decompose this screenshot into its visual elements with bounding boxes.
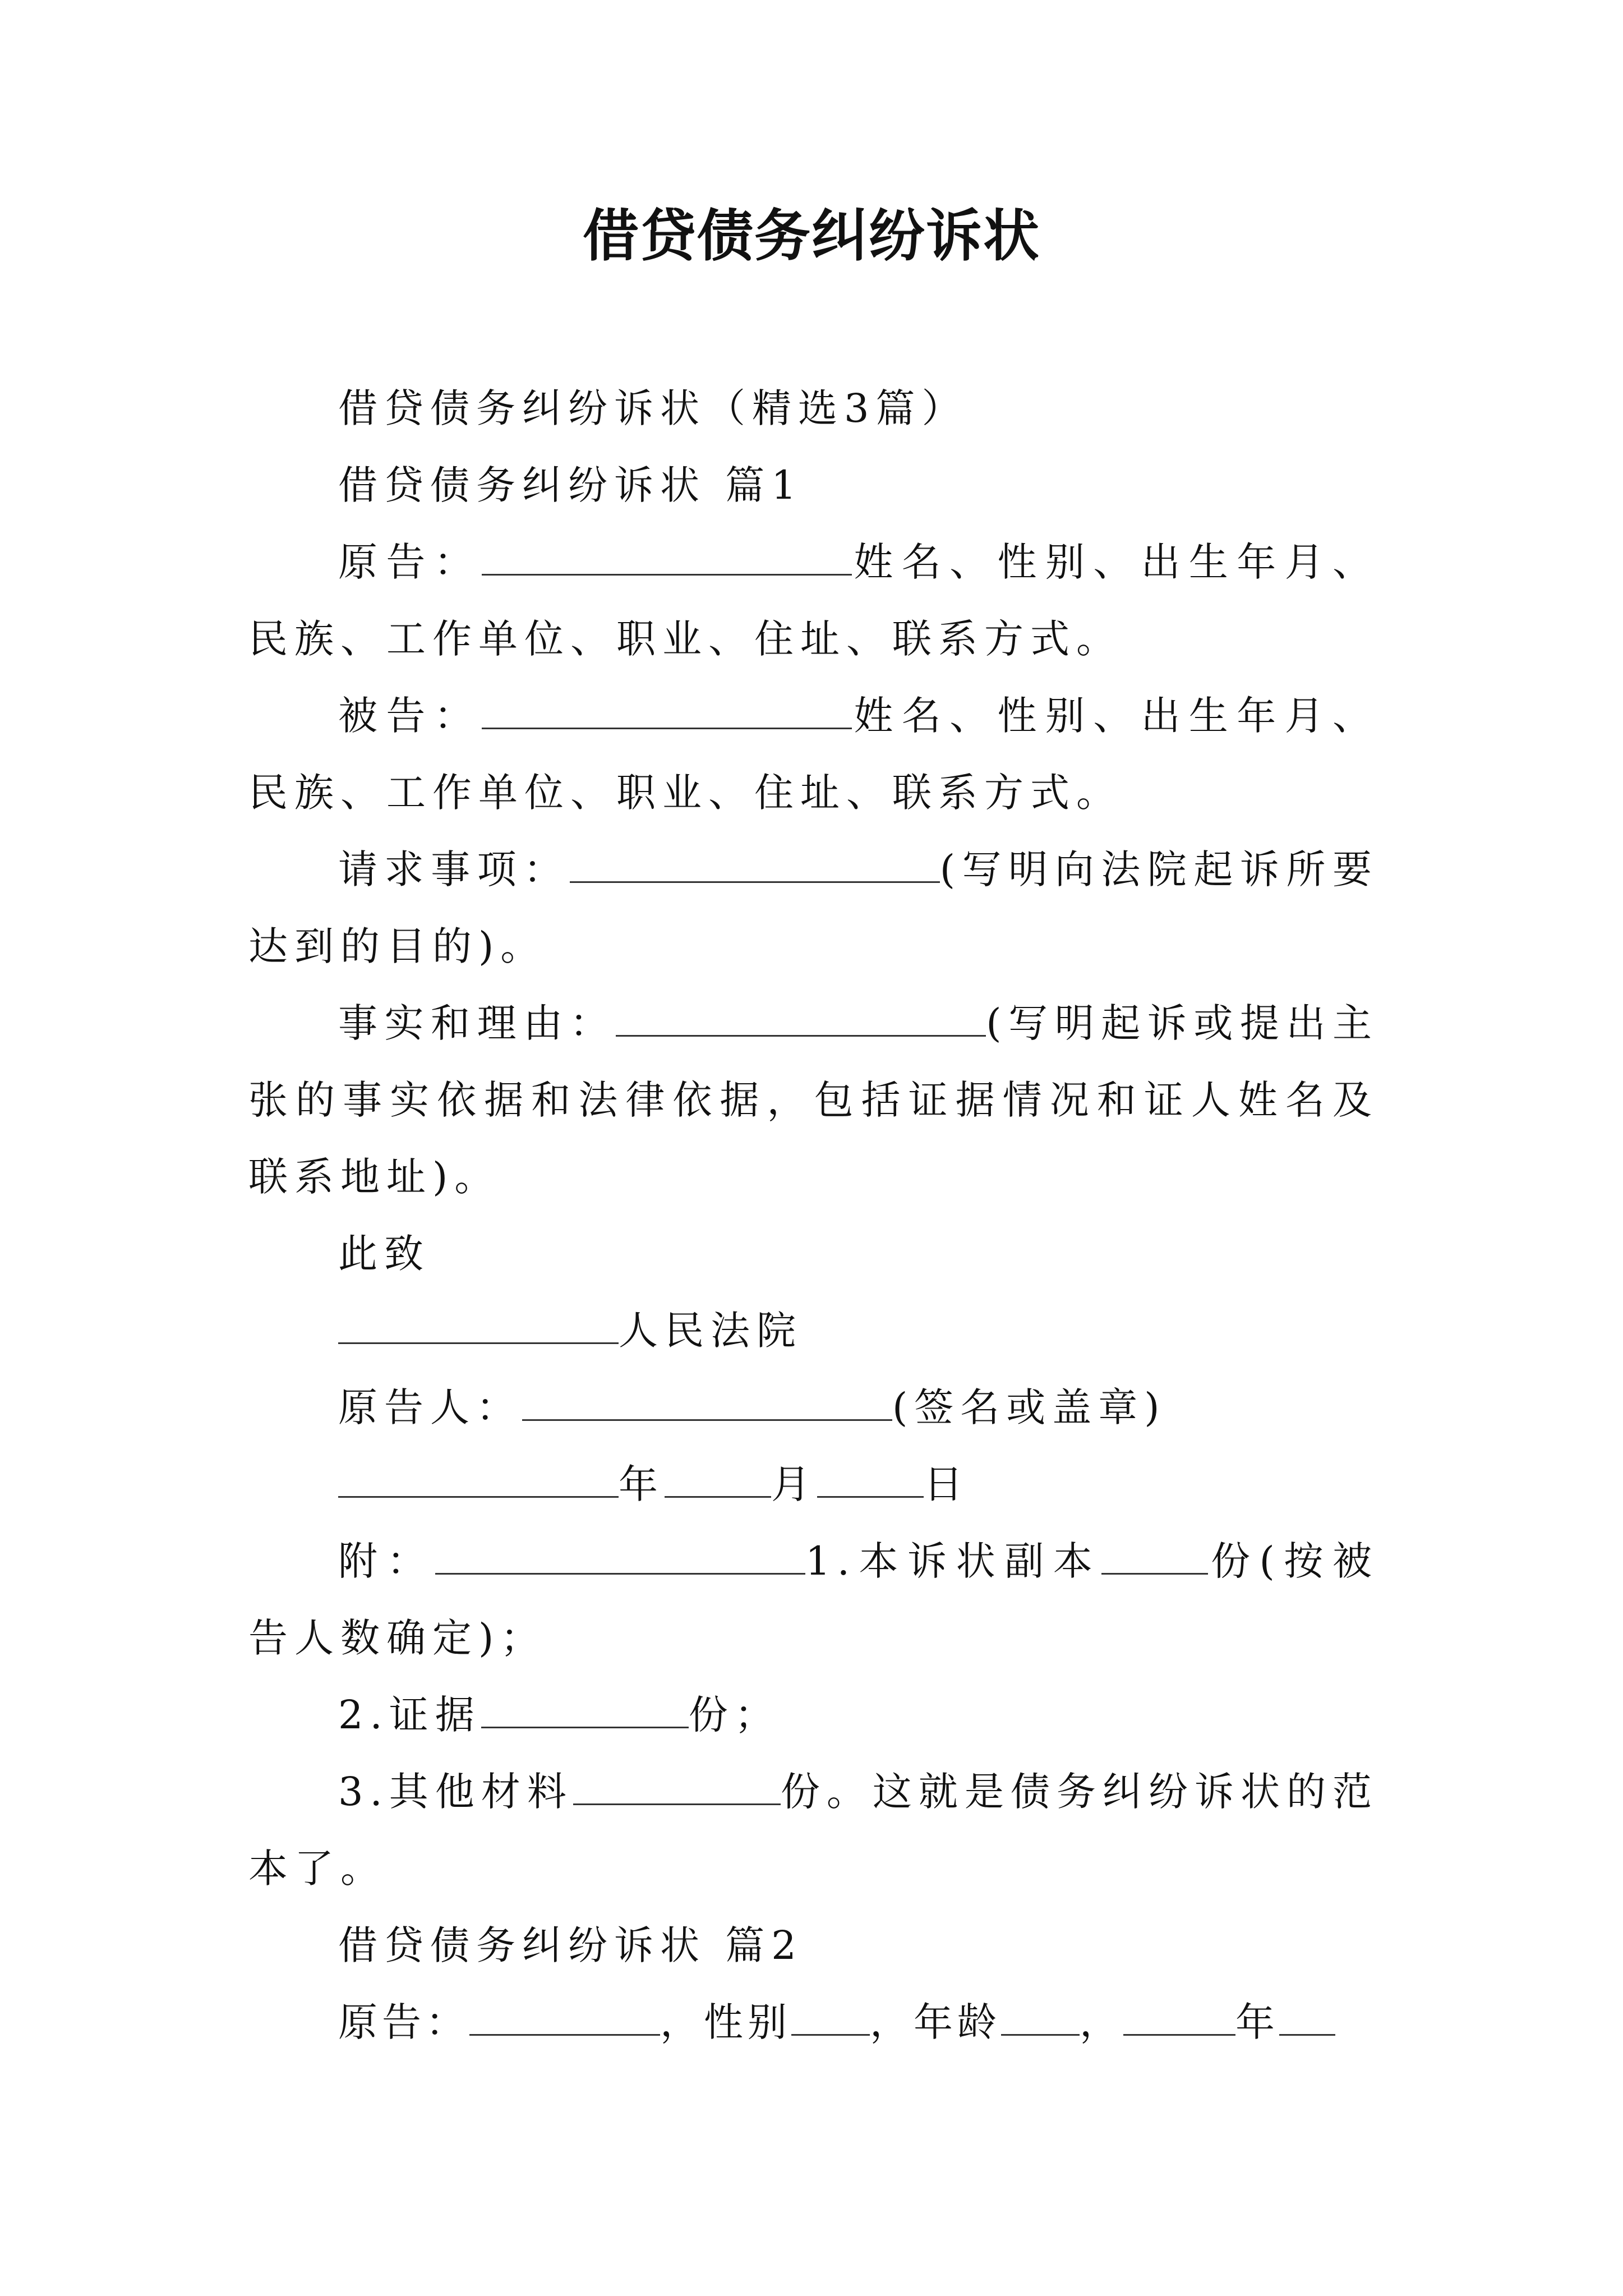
day-blank xyxy=(817,1462,924,1498)
day-label: 日 xyxy=(924,1461,970,1507)
article2-age-label: ，年龄 xyxy=(870,1999,1001,2045)
document-body xyxy=(248,370,1378,2061)
article2-gender-label: ，性别 xyxy=(660,1999,791,2045)
article2-trailing-blank xyxy=(1279,2000,1335,2036)
facts-paragraph xyxy=(248,985,1378,1216)
article2-year-blank xyxy=(1123,2000,1235,2036)
attach-3-text: 3.其他材料 xyxy=(338,1769,573,1815)
claims-blank xyxy=(570,848,940,883)
plaintiff-paragraph xyxy=(248,524,1378,678)
article2-comma: ， xyxy=(1080,1999,1123,2045)
year-label: 年 xyxy=(619,1461,665,1507)
facts-note: (写明起诉或提出主张的事实依据和法律依据，包括证据情况和证人姓名及联系地址)。 xyxy=(248,1000,1378,1200)
claims-label: 请求事项： xyxy=(338,846,570,892)
salutation: 此致 xyxy=(338,1231,430,1277)
article2-plaintiff-line xyxy=(248,1984,1378,2061)
article2-gender-blank xyxy=(791,2000,870,2036)
plaintiff-info: 姓名、性别、出生年月、民族、工作单位、职业、住址、联系方式。 xyxy=(248,539,1379,662)
defendant-blank xyxy=(482,694,852,729)
month-label: 月 xyxy=(771,1461,817,1507)
attach-1-count-blank xyxy=(1101,1539,1208,1575)
court-label: 人民法院 xyxy=(619,1308,803,1354)
defendant-info: 姓名、性别、出生年月、民族、工作单位、职业、住址、联系方式。 xyxy=(248,693,1379,816)
article2-age-blank xyxy=(1001,2000,1080,2036)
date-line xyxy=(248,1446,1378,1523)
defendant-paragraph xyxy=(248,678,1378,831)
article2-plaintiff-label: 原告： xyxy=(338,1999,469,2045)
defendant-label: 被告： xyxy=(338,693,482,739)
attach-3-unit: 份。这就是债务纠纷诉状的范本了。 xyxy=(248,1769,1378,1892)
plaintiff-label: 原告： xyxy=(338,539,482,585)
court-line xyxy=(248,1292,1378,1369)
year-blank xyxy=(338,1462,619,1498)
facts-label: 事实和理由： xyxy=(338,1000,616,1046)
article1-heading: 借贷债务纠纷诉状 篇1 xyxy=(338,462,803,508)
signer-label: 原告人： xyxy=(338,1384,522,1430)
article2-heading: 借贷债务纠纷诉状 篇2 xyxy=(338,1922,803,1968)
court-blank xyxy=(338,1309,619,1344)
claims-note: (写明向法院起诉所要达到的目的)。 xyxy=(248,846,1379,969)
signer-blank xyxy=(522,1386,892,1421)
attach-2-unit: 份； xyxy=(688,1692,781,1738)
attach-blank xyxy=(435,1539,805,1575)
article2-name-blank xyxy=(469,2000,660,2036)
attach-2-text: 2.证据 xyxy=(338,1692,481,1738)
attach-label: 附： xyxy=(338,1538,436,1584)
plaintiff-blank xyxy=(482,540,852,576)
claims-paragraph xyxy=(248,831,1378,985)
attachment-1 xyxy=(248,1523,1378,1677)
facts-blank xyxy=(616,1001,986,1037)
intro-line: 借贷债务纠纷诉状（精选3篇） xyxy=(338,385,968,431)
article2-year-label: 年 xyxy=(1235,1999,1279,2045)
document-title: 借贷债务纠纷诉状 xyxy=(583,203,1040,269)
attach-2-count-blank xyxy=(481,1693,689,1728)
attachment-3 xyxy=(248,1754,1378,1907)
attach-1-unit: 份(按被告人数确定)； xyxy=(248,1538,1378,1661)
signer-note: (签名或盖章) xyxy=(892,1384,1166,1430)
attachment-2 xyxy=(248,1677,1378,1754)
attach-3-count-blank xyxy=(573,1770,781,1805)
month-blank xyxy=(665,1462,771,1498)
signer-line xyxy=(248,1369,1378,1446)
attach-1-text: 1.本诉状副本 xyxy=(805,1538,1102,1584)
